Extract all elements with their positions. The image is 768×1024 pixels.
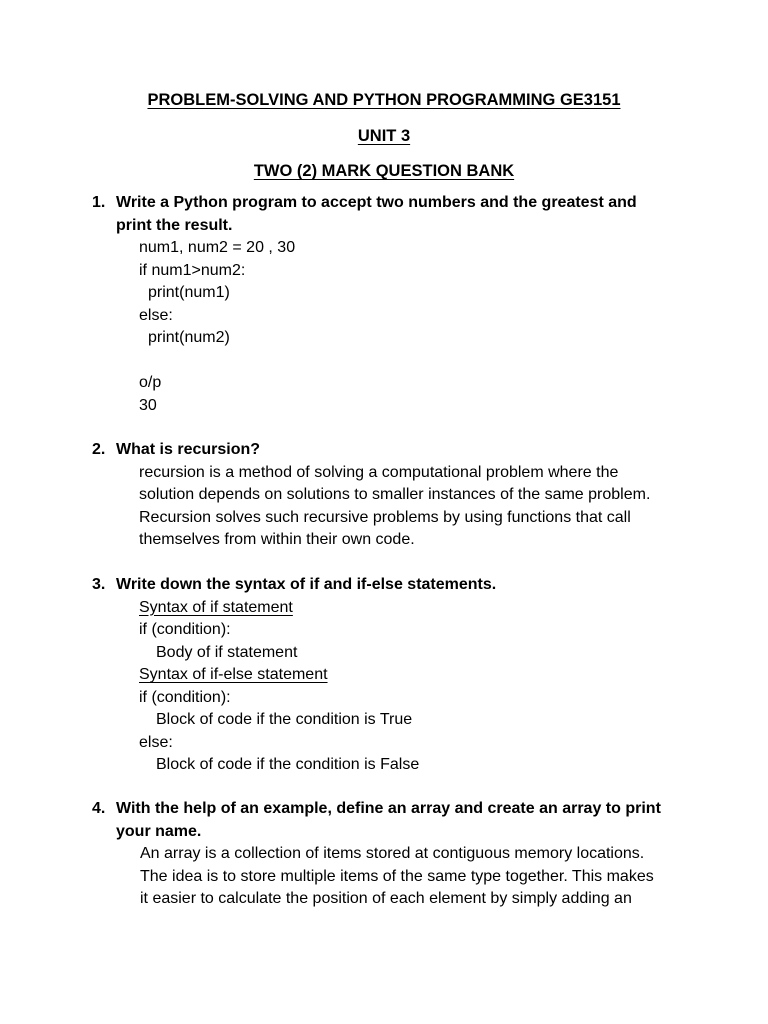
output-value: 30 bbox=[139, 396, 157, 414]
question-title bbox=[116, 192, 692, 237]
code-line: else: bbox=[139, 306, 173, 324]
question-4 bbox=[92, 798, 692, 911]
unit-heading: UNIT 3 bbox=[357, 127, 411, 145]
code-line: if (condition): bbox=[139, 688, 231, 706]
code-line: Block of code if the condition is True bbox=[156, 711, 413, 728]
answer-text bbox=[140, 843, 692, 911]
ifelse-syntax-heading: Syntax of if-else statement bbox=[139, 666, 328, 683]
question-title bbox=[116, 798, 692, 843]
code-line: else: bbox=[139, 733, 173, 751]
code-line: Block of code if the condition is False bbox=[156, 756, 420, 773]
question-title: What is recursion? bbox=[116, 441, 261, 458]
question-3 bbox=[92, 574, 692, 777]
code-line: print(num1) bbox=[148, 284, 230, 301]
question-1 bbox=[92, 192, 692, 417]
code-line: if num1>num2: bbox=[139, 261, 246, 279]
answer-line: The idea is to store multiple items of the same type together. This makes bbox=[140, 867, 654, 885]
answer-line: it easier to calculate the position of each element by simply adding an bbox=[140, 890, 632, 907]
question-number: 4. bbox=[92, 800, 106, 817]
code-line: Body of if statement bbox=[156, 643, 298, 661]
code-line: num1, num2 = 20 , 30 bbox=[139, 239, 296, 256]
question-title-line: print the result. bbox=[116, 216, 233, 234]
question-number: 1. bbox=[92, 194, 106, 211]
question-title-line: your name. bbox=[116, 822, 202, 840]
question-title: Write down the syntax of if and if-else statements. bbox=[116, 576, 497, 593]
question-title-line: Write a Python program to accept two numbers and the greatest and bbox=[116, 194, 637, 211]
question-2 bbox=[92, 439, 692, 552]
code-line: if (condition): bbox=[139, 621, 231, 638]
if-syntax-heading: Syntax of if statement bbox=[139, 598, 293, 616]
answer-code bbox=[139, 237, 692, 417]
output-label: o/p bbox=[139, 374, 162, 391]
answer-line: An array is a collection of items stored at contiguous memory locations. bbox=[140, 845, 645, 862]
answer-line: Recursion solves such recursive problems by using functions that call bbox=[139, 508, 631, 526]
question-number: 2. bbox=[92, 441, 106, 458]
document-title: PROBLEM-SOLVING AND PYTHON PROGRAMMING GE3151 bbox=[147, 91, 621, 109]
answer-line: themselves from within their own code. bbox=[139, 531, 415, 548]
question-title-line: With the help of an example, define an array and create an array to print bbox=[116, 800, 661, 817]
answer-line: solution depends on solutions to smaller instances of the same problem. bbox=[139, 486, 651, 503]
answer-text bbox=[139, 462, 692, 552]
answer-line: recursion is a method of solving a computational problem where the bbox=[139, 463, 619, 481]
answer-syntax bbox=[139, 597, 692, 777]
code-line: print(num2) bbox=[148, 329, 230, 346]
question-bank-heading: TWO (2) MARK QUESTION BANK bbox=[253, 162, 515, 180]
question-number: 3. bbox=[92, 576, 106, 593]
